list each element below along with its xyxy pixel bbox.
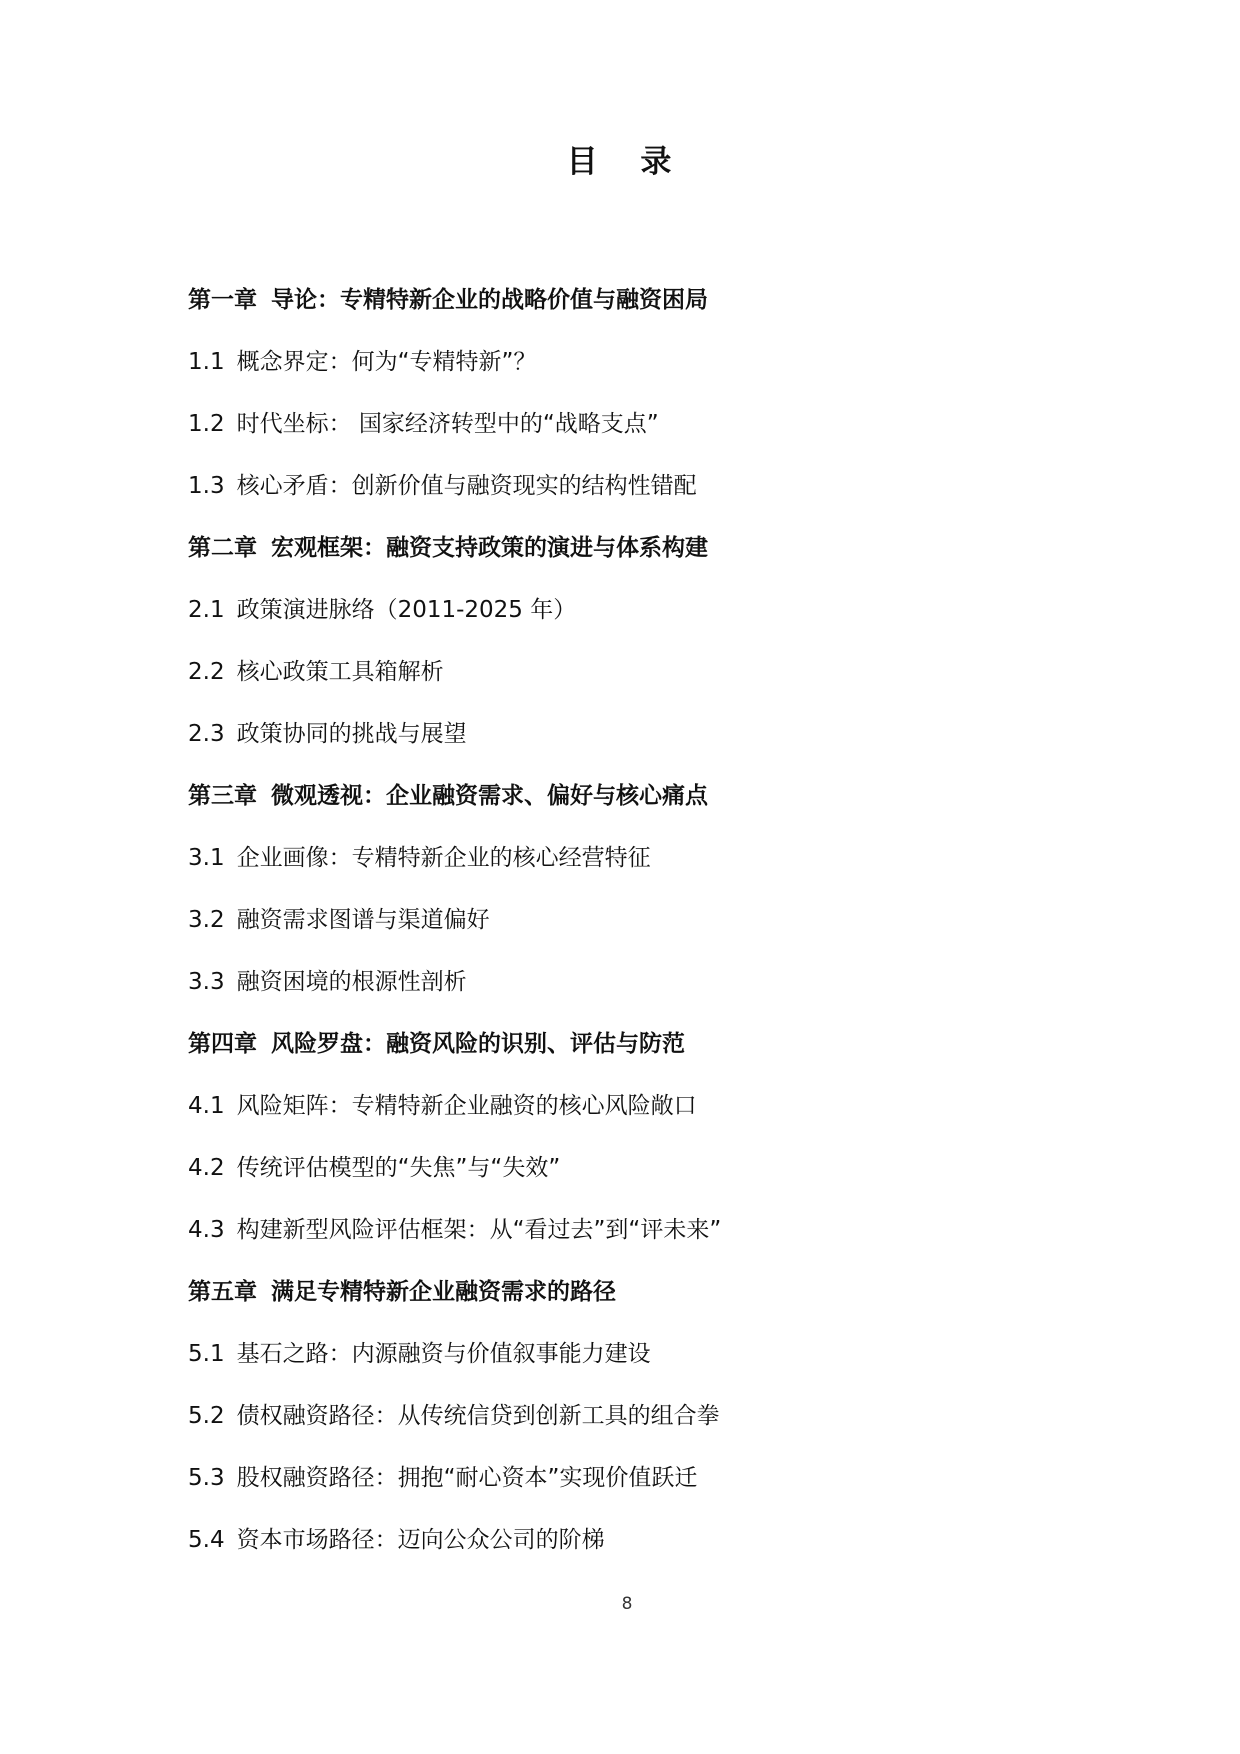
toc-entry-title: 资本市场路径：迈向公众公司的阶梯 (236, 1527, 605, 1553)
toc-chapter-entry[interactable] (188, 530, 1088, 592)
toc-section-entry[interactable] (188, 840, 1088, 902)
toc-entry-number: 3.3 (188, 969, 225, 995)
toc-entry-number: 3.1 (188, 845, 225, 871)
toc-section-entry[interactable] (188, 406, 1088, 468)
toc-entry-number: 2.3 (188, 721, 225, 747)
toc-entry-title: 风险矩阵：专精特新企业融资的核心风险敞口 (236, 1093, 697, 1119)
toc-section-entry[interactable] (188, 716, 1088, 778)
toc-entry-title: 时代坐标： 国家经济转型中的“战略支点” (236, 411, 659, 437)
page-title: 目 录 (566, 144, 688, 180)
toc-section-entry[interactable] (188, 964, 1088, 1026)
toc-section-entry[interactable] (188, 1460, 1088, 1522)
toc-entry-title: 政策演进脉络（2011-2025 年） (236, 597, 577, 623)
toc-entry-title: 宏观框架：融资支持政策的演进与体系构建 (271, 535, 708, 561)
toc-entry-number: 第四章 (188, 1031, 257, 1057)
toc-entry-title: 融资困境的根源性剖析 (236, 969, 467, 995)
toc-chapter-entry[interactable] (188, 282, 1088, 344)
toc-section-entry[interactable] (188, 468, 1088, 530)
toc-entry-number: 第二章 (188, 535, 257, 561)
toc-entry-title: 概念界定：何为“专精特新”？ (236, 349, 537, 375)
toc-entry-number: 第一章 (188, 287, 257, 313)
toc-entry-number: 5.3 (188, 1465, 225, 1491)
toc-entry-number: 2.1 (188, 597, 225, 623)
toc-entry-number: 4.2 (188, 1155, 225, 1181)
toc-entry-number: 1.3 (188, 473, 225, 499)
toc-section-entry[interactable] (188, 592, 1088, 654)
toc-entry-number: 4.1 (188, 1093, 225, 1119)
toc-section-entry[interactable] (188, 1398, 1088, 1460)
toc-entry-number: 1.2 (188, 411, 225, 437)
toc-entry-title: 导论：专精特新企业的战略价值与融资困局 (271, 287, 708, 313)
toc-entry-number: 5.2 (188, 1403, 225, 1429)
toc-entry-title: 传统评估模型的“失焦”与“失效” (236, 1155, 561, 1181)
toc-section-entry[interactable] (188, 344, 1088, 406)
toc-entry-number: 4.3 (188, 1217, 225, 1243)
toc-entry-title: 风险罗盘：融资风险的识别、评估与防范 (271, 1031, 685, 1057)
toc-entry-number: 第五章 (188, 1279, 257, 1305)
toc-entry-title: 基石之路：内源融资与价值叙事能力建设 (236, 1341, 651, 1367)
toc-entry-title: 核心矛盾：创新价值与融资现实的结构性错配 (236, 473, 697, 499)
toc-section-entry[interactable] (188, 1088, 1088, 1150)
toc-section-entry[interactable] (188, 1212, 1088, 1274)
toc-entry-number: 第三章 (188, 783, 257, 809)
page-number: 8 (621, 1594, 633, 1614)
toc-chapter-entry[interactable] (188, 1026, 1088, 1088)
toc-section-entry[interactable] (188, 1336, 1088, 1398)
toc-entry-title: 核心政策工具箱解析 (236, 659, 444, 685)
table-of-contents (188, 282, 1088, 1584)
toc-chapter-entry[interactable] (188, 778, 1088, 840)
toc-section-entry[interactable] (188, 1150, 1088, 1212)
toc-section-entry[interactable] (188, 654, 1088, 716)
toc-entry-title: 融资需求图谱与渠道偏好 (236, 907, 490, 933)
toc-entry-title: 股权融资路径：拥抱“耐心资本”实现价值跃迁 (236, 1465, 698, 1491)
toc-entry-title: 企业画像：专精特新企业的核心经营特征 (236, 845, 651, 871)
toc-chapter-entry[interactable] (188, 1274, 1088, 1336)
toc-entry-number: 1.1 (188, 349, 225, 375)
toc-entry-title: 债权融资路径：从传统信贷到创新工具的组合拳 (236, 1403, 720, 1429)
toc-entry-title: 政策协同的挑战与展望 (236, 721, 467, 747)
toc-entry-title: 满足专精特新企业融资需求的路径 (271, 1279, 616, 1305)
toc-entry-title: 微观透视：企业融资需求、偏好与核心痛点 (271, 783, 708, 809)
toc-entry-number: 2.2 (188, 659, 225, 685)
toc-entry-number: 5.1 (188, 1341, 225, 1367)
toc-section-entry[interactable] (188, 902, 1088, 964)
toc-entry-number: 3.2 (188, 907, 225, 933)
toc-entry-number: 5.4 (188, 1527, 225, 1553)
toc-section-entry[interactable] (188, 1522, 1088, 1584)
toc-entry-title: 构建新型风险评估框架：从“看过去”到“评未来” (236, 1217, 722, 1243)
